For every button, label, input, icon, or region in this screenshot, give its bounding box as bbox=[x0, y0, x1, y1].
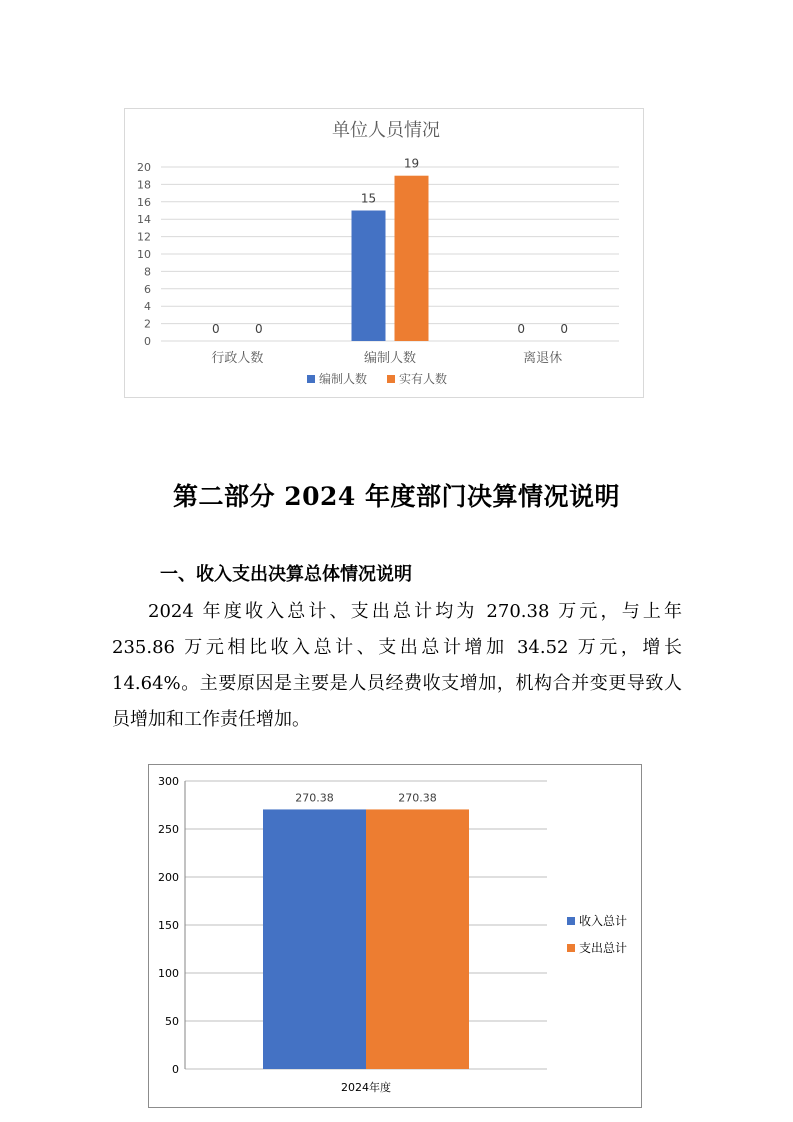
y-tick-label: 50 bbox=[165, 1015, 179, 1028]
legend-label: 编制人数 bbox=[319, 372, 368, 386]
data-label: 0 bbox=[255, 322, 263, 336]
legend-label: 收入总计 bbox=[579, 914, 628, 928]
data-label: 15 bbox=[360, 191, 377, 206]
data-label: 270.38 bbox=[398, 791, 437, 805]
body-paragraph: 2024 年度收入总计、支出总计均为 270.38 万元，与上年 235.86 万元相比收入总计、支出总计增加 34.52 万元，增长 14.64%。主要原因是主要是人员经费收支增加，机构合并变更导致人员增加和工作责任增加。 bbox=[112, 601, 682, 730]
y-tick-label: 2 bbox=[144, 317, 151, 331]
income-expense-chart-svg bbox=[149, 765, 643, 1109]
subheading: 一、收入支出决算总体情况说明 bbox=[160, 564, 412, 585]
bar bbox=[366, 809, 469, 1069]
y-tick-label: 0 bbox=[172, 1063, 179, 1076]
legend-swatch bbox=[567, 944, 575, 952]
y-tick-label: 10 bbox=[137, 248, 151, 261]
x-tick-label: 编制人数 bbox=[363, 351, 417, 366]
section-title: 第二部分 2024 年度部门决算情况说明 bbox=[173, 482, 620, 511]
y-tick-label: 6 bbox=[144, 282, 151, 296]
y-tick-label: 200 bbox=[158, 871, 179, 884]
data-label: 0 bbox=[517, 322, 525, 336]
data-label: 0 bbox=[212, 322, 220, 336]
y-tick-label: 16 bbox=[137, 195, 151, 209]
y-tick-label: 20 bbox=[137, 161, 151, 174]
income-expense-chart bbox=[148, 764, 642, 1108]
bar bbox=[263, 809, 366, 1069]
bar bbox=[395, 176, 429, 341]
y-tick-label: 12 bbox=[137, 230, 151, 244]
legend-swatch bbox=[307, 375, 315, 383]
data-label: 270.38 bbox=[295, 791, 334, 805]
legend-swatch bbox=[567, 917, 575, 925]
legend-swatch bbox=[387, 375, 395, 383]
personnel-chart-svg bbox=[125, 109, 645, 399]
y-tick-label: 300 bbox=[158, 775, 179, 788]
y-tick-label: 4 bbox=[144, 300, 151, 314]
chart-title: 单位人员情况 bbox=[332, 120, 440, 141]
legend-label: 实有人数 bbox=[399, 372, 448, 386]
y-tick-label: 8 bbox=[144, 265, 151, 279]
y-tick-label: 250 bbox=[158, 823, 179, 836]
data-label: 19 bbox=[403, 156, 420, 171]
y-tick-label: 150 bbox=[158, 919, 179, 932]
legend-label: 支出总计 bbox=[579, 941, 628, 955]
x-tick-label: 2024年度 bbox=[341, 1081, 391, 1094]
personnel-chart bbox=[124, 108, 644, 398]
y-tick-label: 14 bbox=[137, 213, 151, 227]
y-tick-label: 18 bbox=[137, 178, 151, 192]
x-tick-label: 离退休 bbox=[523, 351, 563, 366]
x-tick-label: 行政人数 bbox=[211, 351, 264, 366]
bar bbox=[352, 211, 386, 342]
y-tick-label: 0 bbox=[144, 335, 151, 348]
data-label: 0 bbox=[560, 322, 568, 336]
y-tick-label: 100 bbox=[158, 967, 179, 980]
